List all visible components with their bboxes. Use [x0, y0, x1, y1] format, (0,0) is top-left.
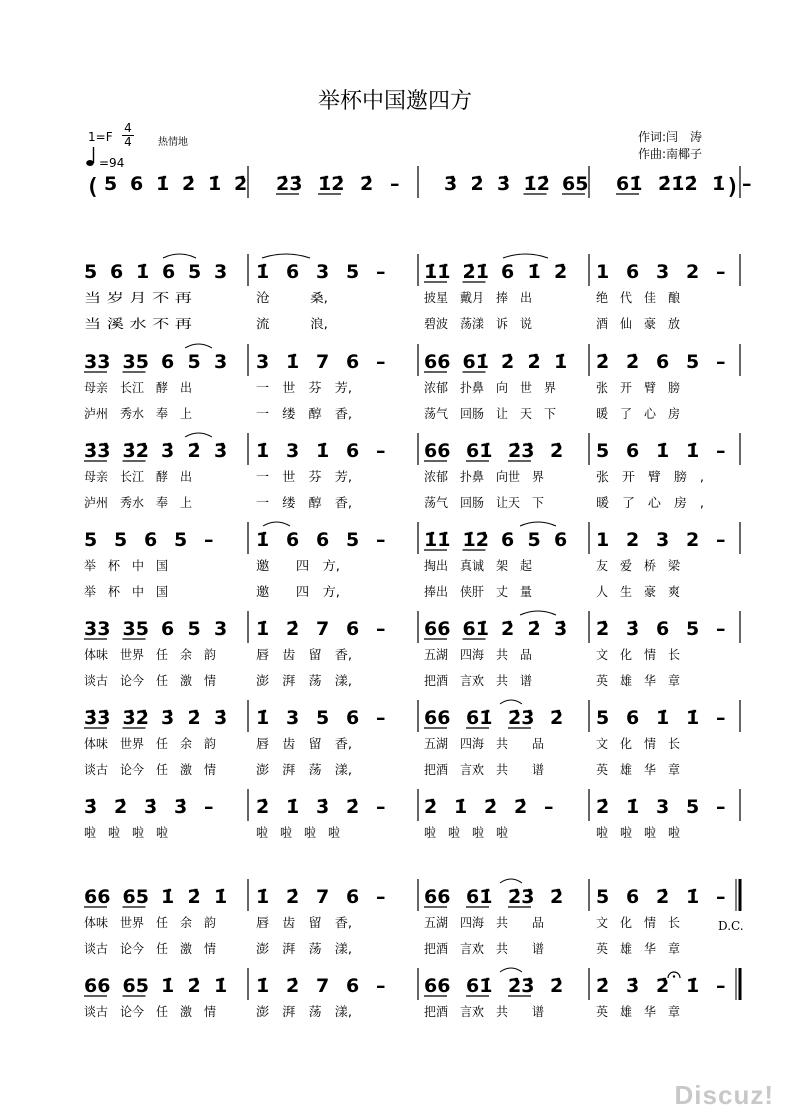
note-5-3-1: 6	[626, 707, 640, 729]
lyric-1-1-0: 泸州 秀水 奉 上	[84, 406, 192, 421]
note-6-2-3: 2̇	[514, 796, 528, 818]
note-4-1-0: 1̇	[256, 618, 270, 640]
da-capo-mark: D.C.	[718, 919, 744, 933]
note-2-2-2: 2̇3̇	[508, 440, 535, 462]
expression-mark: 热情地	[158, 137, 188, 148]
note-intro-1-1: 1̇2̇	[318, 173, 345, 195]
note-6-0-2: 3̇	[144, 796, 158, 818]
note-4-3-1: 3̇	[626, 618, 640, 640]
lyric-1-1-2: 荡气 回肠 让 天 下	[424, 406, 557, 421]
note-5-0-2: 3̇	[161, 707, 175, 729]
note-3-3-2: 3	[656, 529, 670, 551]
lyricist-credit: 作词:闫 涛	[638, 130, 703, 144]
lyric-7-1-0: 谈古 论今 任 激 情	[84, 941, 217, 956]
lyric-7-0-0: 体味 世界 任 余 韵	[84, 915, 217, 930]
note-0-2-2: 6	[501, 261, 515, 283]
note-1-0-0: 33	[84, 351, 111, 373]
note-1-1-4: –	[376, 351, 386, 373]
intro-open-paren: (	[86, 175, 100, 200]
note-3-1-4: –	[376, 529, 386, 551]
lyric-2-0-2: 浓郁 扑鼻 向世 界	[424, 469, 545, 484]
lyric-4-1-1: 澎 湃 荡 漾,	[256, 673, 352, 688]
note-intro-0-1: 6	[130, 173, 144, 195]
lyric-3-1-1: 邀 四 方,	[256, 584, 340, 599]
lyric-7-1-1: 澎 湃 荡 漾,	[256, 941, 352, 956]
note-1-3-4: –	[716, 351, 726, 373]
note-0-3-3: 2	[686, 261, 700, 283]
note-7-2-0: 66	[424, 886, 451, 908]
note-5-2-1: 61̇	[466, 707, 493, 729]
note-4-2-0: 66	[424, 618, 451, 640]
note-6-0-3: 3̇	[174, 796, 188, 818]
note-1-1-3: 6	[346, 351, 360, 373]
note-7-2-2: 2̇3̇	[508, 886, 535, 908]
lyric-1-0-3: 张 开 臂 膀	[596, 380, 681, 395]
note-8-1-3: 6	[346, 975, 360, 997]
note-5-0-4: 3̇	[214, 707, 228, 729]
note-7-0-0: 66	[84, 886, 111, 908]
note-intro-1-2: 2̇	[360, 173, 374, 195]
note-6-1-3: 2̇	[346, 796, 360, 818]
note-4-0-0: 33	[84, 618, 111, 640]
slur-3	[185, 344, 212, 348]
note-0-3-0: 1	[596, 261, 610, 283]
lyric-2-1-0: 泸州 秀水 奉 上	[84, 495, 192, 510]
note-8-0-4: 1̇	[214, 975, 228, 997]
note-7-3-2: 2̇	[656, 886, 670, 908]
note-intro-0-4: 1̇	[208, 173, 222, 195]
note-0-1-0: 1̇	[256, 261, 270, 283]
note-8-1-0: 1̇	[256, 975, 270, 997]
lyric-1-0-1: 一 世 芬 芳,	[256, 380, 352, 395]
lyric-8-0-2: 把酒 言欢 共 谱	[424, 1004, 545, 1019]
note-5-2-0: 66	[424, 707, 451, 729]
note-intro-1-0: 2̇3̇	[276, 173, 303, 195]
note-2-0-4: 3̇	[214, 440, 228, 462]
note-4-0-1: 35	[122, 618, 149, 640]
note-5-1-4: –	[376, 707, 386, 729]
note-4-3-3: 5	[686, 618, 700, 640]
note-intro-2-2: 3̇	[497, 173, 511, 195]
note-6-2-0: 2̇	[424, 796, 438, 818]
lyric-3-0-2: 掏出 真诚 架 起	[424, 558, 533, 573]
note-5-0-1: 3̇2̇	[122, 707, 149, 729]
note-6-3-3: 5	[686, 796, 700, 818]
note-6-3-4: –	[716, 796, 726, 818]
note-4-2-2: 2̇	[501, 618, 515, 640]
lyric-4-1-2: 把酒 言欢 共 谱	[424, 673, 533, 688]
note-8-0-3: 2̇	[187, 975, 201, 997]
lyric-0-1-3: 酒 仙 豪 放	[596, 316, 681, 331]
lyric-7-0-1: 唇 齿 留 香,	[256, 915, 352, 930]
note-intro-2-0: 3̇	[444, 173, 458, 195]
note-8-1-4: –	[376, 975, 386, 997]
note-7-0-1: 65	[122, 886, 149, 908]
lyric-2-1-2: 荡气 回肠 让天 下	[424, 495, 545, 510]
note-0-0-1: 6	[110, 261, 124, 283]
lyric-0-0-1: 沧 桑,	[256, 290, 328, 305]
lyric-5-0-1: 唇 齿 留 香,	[256, 736, 352, 751]
note-intro-2-1: 2̇	[470, 173, 484, 195]
note-7-1-1: 2̇	[286, 886, 300, 908]
note-8-0-1: 65	[122, 975, 149, 997]
lyric-5-1-2: 把酒 言欢 共 谱	[424, 762, 545, 777]
note-1-0-1: 35	[122, 351, 149, 373]
note-5-1-3: 6	[346, 707, 360, 729]
note-8-1-2: 7	[316, 975, 330, 997]
note-6-1-1: 1̇	[286, 796, 300, 818]
note-8-3-2: 2̇	[656, 975, 670, 997]
note-7-3-0: 5	[596, 886, 610, 908]
note-6-0-1: 2̇	[114, 796, 128, 818]
note-0-0-0: 5	[84, 261, 98, 283]
lyric-4-0-1: 唇 齿 留 香,	[256, 647, 352, 662]
lyric-3-1-2: 捧出 侠肝 丈 量	[424, 584, 532, 599]
slur-2	[503, 254, 548, 258]
lyric-3-0-1: 邀 四 方,	[256, 558, 340, 573]
note-6-2-2: 2̇	[484, 796, 498, 818]
note-5-0-0: 3̇3̇	[84, 707, 111, 729]
note-5-2-3: 2̇	[550, 707, 564, 729]
slur-7	[520, 611, 556, 615]
note-1-0-3: 5	[187, 351, 201, 373]
note-3-1-1: 6	[286, 529, 300, 551]
note-5-3-0: 5	[596, 707, 610, 729]
lyric-8-0-3: 英 雄 华 章	[596, 1004, 680, 1019]
note-2-0-0: 3̇3̇	[84, 440, 111, 462]
note-1-0-2: 6	[161, 351, 175, 373]
lyric-7-1-2: 把酒 言欢 共 谱	[424, 941, 545, 956]
intro-close-paren: )	[726, 175, 740, 200]
lyric-4-1-3: 英 雄 华 章	[596, 673, 680, 688]
lyric-2-1-3: 暖 了 心 房 ,	[596, 495, 704, 510]
note-0-2-0: 1̇1̇	[424, 261, 451, 283]
note-4-2-4: 3̇	[554, 618, 568, 640]
lyric-6-0-1: 啦 啦 啦 啦	[256, 825, 341, 840]
lyric-4-1-0: 谈古 论今 任 激 情	[84, 673, 217, 688]
note-6-1-2: 3̇	[316, 796, 330, 818]
note-4-3-2: 6	[656, 618, 670, 640]
note-0-2-3: 1̇	[527, 261, 541, 283]
note-2-1-3: 6	[346, 440, 360, 462]
note-6-3-0: 2̇	[596, 796, 610, 818]
note-intro-2-3: 1̇2̇	[523, 173, 550, 195]
lyric-5-0-3: 文 化 情 长	[596, 736, 680, 751]
note-4-3-4: –	[716, 618, 726, 640]
note-3-3-1: 2	[626, 529, 640, 551]
note-2-0-1: 3̇2̇	[122, 440, 149, 462]
lyric-3-1-0: 举 杯 中 国	[84, 584, 168, 599]
lyric-7-0-3: 文 化 情 长	[596, 915, 680, 930]
note-1-0-4: 3	[214, 351, 228, 373]
lyric-7-0-2: 五湖 四海 共 品	[424, 915, 544, 930]
lyric-6-0-0: 啦 啦 啦 啦	[84, 825, 169, 840]
note-7-2-3: 2̇	[550, 886, 564, 908]
note-0-0-3: 6	[162, 261, 176, 283]
note-3-3-3: 2	[686, 529, 700, 551]
lyric-2-1-1: 一 缕 醇 香,	[256, 495, 352, 510]
lyric-0-0-2: 披星 戴月 捧 出	[424, 290, 532, 305]
note-3-2-4: 6	[554, 529, 568, 551]
note-3-1-0: 1̇	[256, 529, 270, 551]
note-3-0-3: 5	[174, 529, 188, 551]
note-1-3-2: 6	[656, 351, 670, 373]
note-0-1-2: 3	[316, 261, 330, 283]
note-3-0-4: –	[204, 529, 214, 551]
lyric-8-0-0: 谈古 论今 任 激 情	[84, 1004, 217, 1019]
lyric-6-0-2: 啦 啦 啦 啦	[424, 825, 509, 840]
note-1-2-3: 2̇	[527, 351, 541, 373]
note-3-3-4: –	[716, 529, 726, 551]
lyric-1-1-1: 一 缕 醇 香,	[256, 406, 352, 421]
note-0-0-4: 5	[188, 261, 202, 283]
note-1-3-3: 5	[686, 351, 700, 373]
note-3-2-2: 6	[501, 529, 515, 551]
note-intro-0-2: 1̇	[156, 173, 170, 195]
lyric-4-0-2: 五湖 四海 共 品	[424, 647, 532, 662]
lyric-2-0-3: 张 开 臂 膀 ,	[596, 469, 704, 484]
note-3-1-2: 6	[316, 529, 330, 551]
note-5-1-1: 3	[286, 707, 300, 729]
note-0-3-2: 3	[656, 261, 670, 283]
lyric-4-0-0: 体味 世界 任 余 韵	[84, 647, 217, 662]
note-intro-2-4: 65	[562, 173, 589, 195]
note-4-1-3: 6	[346, 618, 360, 640]
note-3-0-0: 5	[84, 529, 98, 551]
slur-4	[185, 433, 212, 437]
note-0-1-1: 6	[286, 261, 300, 283]
note-7-1-4: –	[376, 886, 386, 908]
note-6-3-1: 1̇	[626, 796, 640, 818]
note-6-0-0: 3̇	[84, 796, 98, 818]
lyric-1-1-3: 暖 了 心 房	[596, 406, 680, 421]
lyric-5-1-0: 谈古 论今 任 激 情	[84, 762, 217, 777]
note-intro-1-3: –	[390, 173, 400, 195]
lyric-0-0-3: 绝 代 佳 酿	[596, 290, 681, 305]
note-2-3-0: 5	[596, 440, 610, 462]
note-7-1-2: 7	[316, 886, 330, 908]
note-2-1-4: –	[376, 440, 386, 462]
note-0-3-1: 6	[626, 261, 640, 283]
slur-6	[520, 522, 556, 526]
note-5-3-2: 1̇	[656, 707, 670, 729]
note-8-0-2: 1̇	[161, 975, 175, 997]
note-1-2-2: 2̇	[501, 351, 515, 373]
note-6-0-4: –	[204, 796, 214, 818]
note-1-2-0: 66	[424, 351, 451, 373]
lyric-3-0-0: 举 杯 中 国	[84, 558, 168, 573]
note-8-3-0: 2̇	[596, 975, 610, 997]
note-7-1-3: 6	[346, 886, 360, 908]
note-8-3-1: 3̇	[626, 975, 640, 997]
lyric-1-0-2: 浓郁 扑鼻 向 世 界	[424, 380, 557, 395]
lyric-6-0-3: 啦 啦 啦 啦	[596, 825, 681, 840]
note-8-3-4: –	[716, 975, 726, 997]
note-8-2-1: 61̇	[466, 975, 493, 997]
slur-10	[500, 968, 522, 972]
lyric-8-0-1: 澎 湃 荡 漾,	[256, 1004, 352, 1019]
slur-0	[163, 254, 196, 258]
note-3-3-0: 1	[596, 529, 610, 551]
note-8-3-3: 1̇	[686, 975, 700, 997]
lyric-2-0-1: 一 世 芬 芳,	[256, 469, 352, 484]
note-7-3-3: 1̇	[686, 886, 700, 908]
note-3-0-2: 6	[144, 529, 158, 551]
note-2-3-4: –	[716, 440, 726, 462]
note-4-0-2: 6	[161, 618, 175, 640]
note-1-1-1: 1̇	[286, 351, 300, 373]
note-8-2-3: 2̇	[550, 975, 564, 997]
note-intro-3-1: 2̇1̇2̇	[658, 173, 698, 195]
note-5-3-4: –	[716, 707, 726, 729]
note-3-1-3: 5	[346, 529, 360, 551]
lyric-5-1-1: 澎 湃 荡 漾,	[256, 762, 352, 777]
composer-credit: 作曲:南椰子	[638, 147, 703, 161]
note-1-1-0: 3	[256, 351, 270, 373]
note-1-1-2: 7	[316, 351, 330, 373]
note-0-0-5: 3	[214, 261, 228, 283]
lyric-0-0-0: 当 岁 月 不 再	[84, 290, 193, 305]
lyric-4-0-3: 文 化 情 长	[596, 647, 680, 662]
note-0-1-4: –	[376, 261, 386, 283]
note-intro-3-3: –	[742, 173, 752, 195]
key-signature: 1=F	[88, 130, 113, 144]
lyric-3-0-3: 友 爱 桥 梁	[596, 558, 681, 573]
note-4-2-1: 61̇	[462, 618, 489, 640]
note-4-1-4: –	[376, 618, 386, 640]
lyric-5-0-0: 体味 世界 任 余 韵	[84, 736, 217, 751]
note-7-0-2: 1̇	[161, 886, 175, 908]
note-2-0-2: 3̇	[161, 440, 175, 462]
note-8-2-0: 66	[424, 975, 451, 997]
lyric-7-1-3: 英 雄 华 章	[596, 941, 680, 956]
note-6-3-2: 3	[656, 796, 670, 818]
song-title: 举杯中国邀四方	[317, 89, 472, 114]
slur-8	[500, 700, 522, 704]
note-8-1-1: 2̇	[286, 975, 300, 997]
note-5-3-3: 1̇	[686, 707, 700, 729]
note-0-0-2: 1̇	[136, 261, 150, 283]
time-signature-top: 4	[122, 122, 134, 136]
lyric-5-1-3: 英 雄 华 章	[596, 762, 680, 777]
lyric-3-1-3: 人 生 豪 爽	[596, 584, 680, 599]
note-2-1-1: 3	[286, 440, 300, 462]
lyric-5-0-2: 五湖 四海 共 品	[424, 736, 544, 751]
note-2-2-0: 66	[424, 440, 451, 462]
lyric-1-0-0: 母亲 长江 酵 出	[84, 380, 192, 395]
note-6-2-4: –	[544, 796, 554, 818]
note-0-2-4: 2̇	[554, 261, 568, 283]
note-2-3-2: 1̇	[656, 440, 670, 462]
note-7-3-1: 6	[626, 886, 640, 908]
note-2-1-0: 1̇	[256, 440, 270, 462]
note-2-2-3: 2̇	[550, 440, 564, 462]
note-6-1-0: 2̇	[256, 796, 270, 818]
note-4-3-0: 2̇	[596, 618, 610, 640]
note-1-2-1: 61̇	[462, 351, 489, 373]
slur-1	[262, 254, 310, 258]
note-2-3-1: 6	[626, 440, 640, 462]
note-1-3-1: 2̇	[626, 351, 640, 373]
note-5-1-2: 5	[316, 707, 330, 729]
note-intro-3-0: 61̇	[616, 173, 643, 195]
note-5-1-0: 1̇	[256, 707, 270, 729]
note-2-1-2: 1̇	[316, 440, 330, 462]
note-0-2-1: 2̇1̇	[462, 261, 489, 283]
note-2-0-3: 2̇	[187, 440, 201, 462]
note-1-2-4: 1̇	[554, 351, 568, 373]
note-2-2-1: 61̇	[466, 440, 493, 462]
note-intro-0-3: 2̇	[182, 173, 196, 195]
note-7-0-4: 1̇	[214, 886, 228, 908]
note-2-3-3: 1̇	[686, 440, 700, 462]
note-3-2-1: 1̇2̇	[462, 529, 489, 551]
slur-5	[263, 522, 290, 526]
watermark-logo: Discuz!	[674, 1080, 774, 1110]
note-4-0-4: 3	[214, 618, 228, 640]
note-7-2-1: 61̇	[466, 886, 493, 908]
note-7-0-3: 2̇	[187, 886, 201, 908]
note-4-2-3: 2̇	[527, 618, 541, 640]
lyric-0-1-0: 当 溪 水 不 再	[84, 316, 193, 331]
slur-9	[500, 879, 522, 883]
note-4-1-2: 7	[316, 618, 330, 640]
note-0-1-3: 5	[346, 261, 360, 283]
note-intro-3-2: 1̇	[712, 173, 726, 195]
note-1-3-0: 2̇	[596, 351, 610, 373]
lyric-0-1-2: 碧波 荡漾 诉 说	[424, 316, 532, 331]
note-3-2-3: 5	[527, 529, 541, 551]
note-4-1-1: 2̇	[286, 618, 300, 640]
tempo-value: =94	[99, 156, 125, 170]
note-8-0-0: 66	[84, 975, 111, 997]
time-signature-bottom: 4	[124, 135, 132, 149]
note-5-2-2: 2̇3̇	[508, 707, 535, 729]
note-3-2-0: 1̇1̇	[424, 529, 451, 551]
lyric-2-0-0: 母亲 长江 酵 出	[84, 469, 192, 484]
note-0-3-4: –	[716, 261, 726, 283]
note-3-0-1: 5	[114, 529, 128, 551]
note-7-3-4: –	[716, 886, 726, 908]
note-7-1-0: 1̇	[256, 886, 270, 908]
note-4-0-3: 5	[187, 618, 201, 640]
note-6-2-1: 1̇	[454, 796, 468, 818]
note-intro-0-5: 2̇	[234, 173, 248, 195]
note-6-1-4: –	[376, 796, 386, 818]
note-intro-0-0: 5	[104, 173, 118, 195]
lyric-0-1-1: 流 浪,	[256, 316, 328, 331]
note-5-0-3: 2̇	[187, 707, 201, 729]
note-8-2-2: 2̇3̇	[508, 975, 535, 997]
